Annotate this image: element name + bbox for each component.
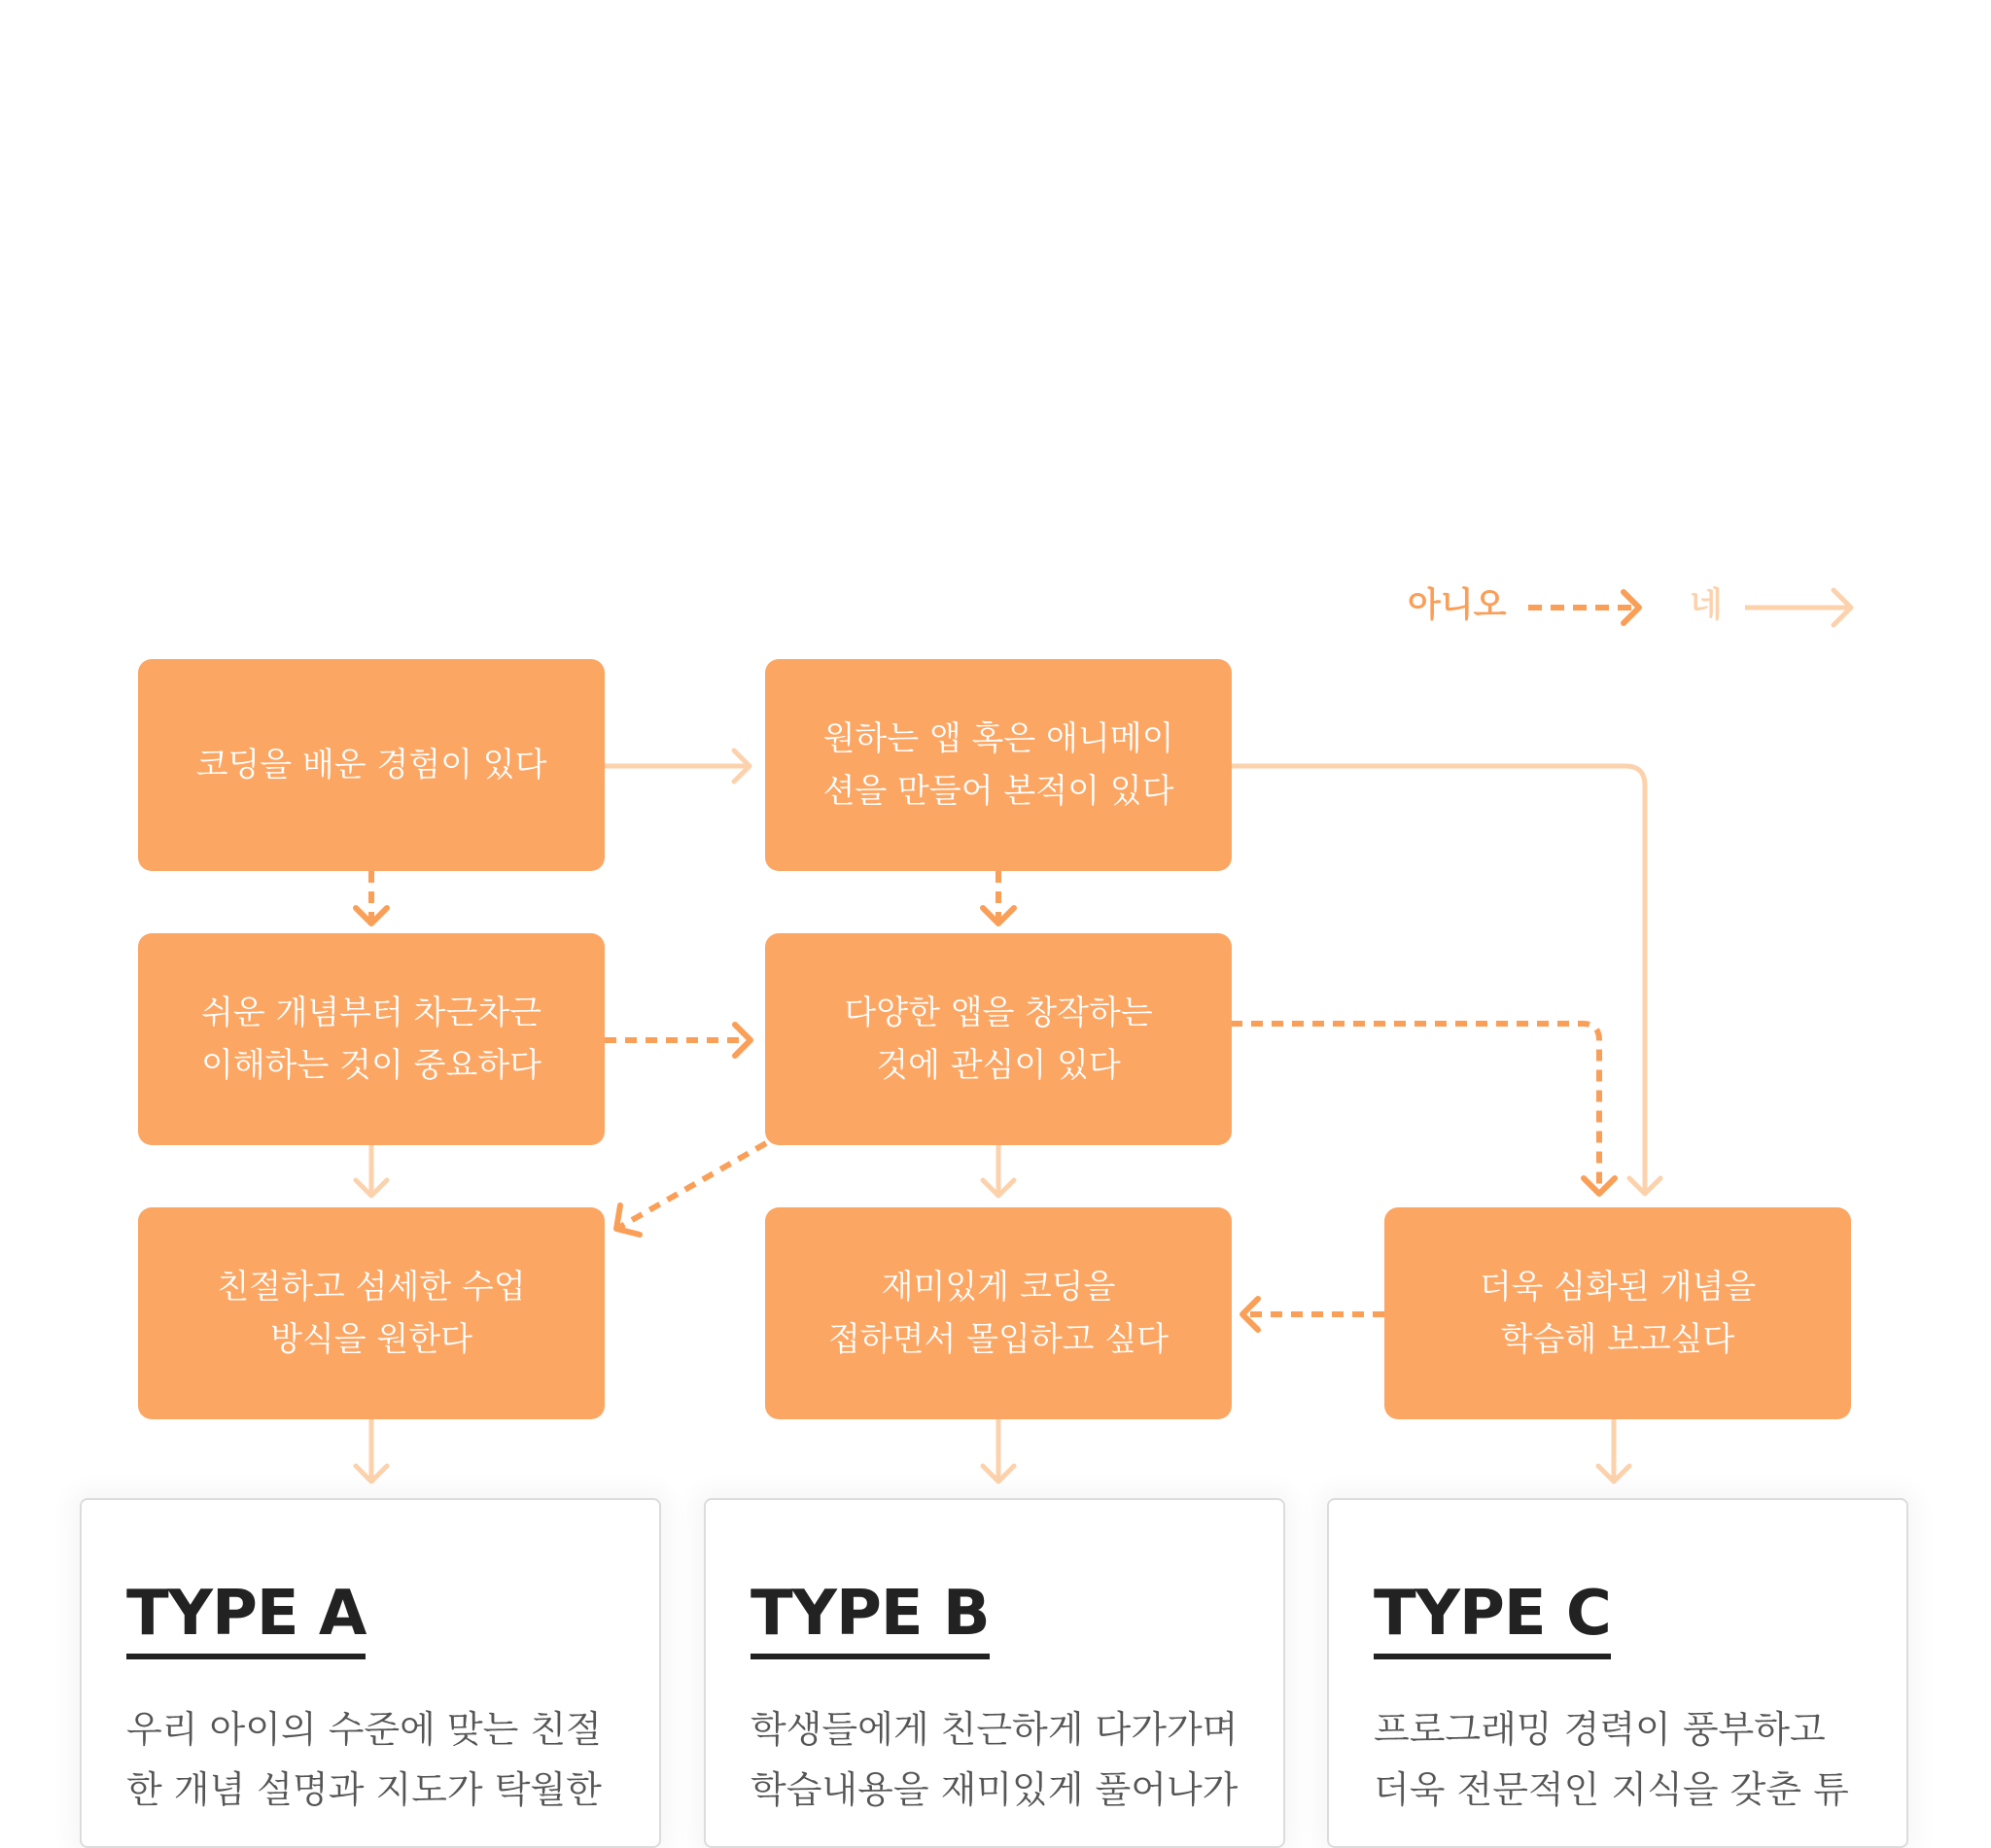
type-b-card: [704, 1498, 1285, 1848]
arrow-rb-card: [983, 1419, 1014, 1482]
yes-arrow-q4-rb: [983, 1145, 1014, 1196]
arrow-ra-card: [356, 1419, 387, 1482]
no-line-q4-rc: [1231, 1024, 1599, 1194]
legend-yes-arrow: [1745, 590, 1851, 625]
type-c-description: 프로그래밍 경력이 풍부하고 더욱 전문적인 지식을 갖춘 튜: [1374, 1708, 1849, 1811]
type-a-description: 우리 아이의 수준에 맞는 친절 한 개념 설명과 지도가 탁월한: [126, 1708, 602, 1811]
result-advanced-concepts: 더욱 심화된 개념을 학습해 보고싶다: [1384, 1207, 1851, 1419]
type-c-card: [1327, 1498, 1908, 1848]
legend-no-arrow: [1528, 592, 1639, 623]
no-line-q4-ra: [620, 1143, 766, 1227]
type-a-card: [80, 1498, 661, 1848]
question-step-by-step: 쉬운 개념부터 차근차근 이해하는 것이 중요하다: [138, 933, 605, 1145]
type-a-title: TYPE A: [126, 1578, 366, 1659]
type-b-title: TYPE B: [751, 1578, 990, 1659]
yes-arrow-q2-rc: [1231, 766, 1660, 1194]
yes-arrow-q1-q2: [605, 750, 750, 782]
question-made-app-animation: 원하는 앱 혹은 애니메이 션을 만들어 본적이 있다: [765, 659, 1232, 871]
type-c-title: TYPE C: [1374, 1578, 1611, 1659]
yes-arrow-q3-ra: [356, 1145, 387, 1196]
type-b-description: 학생들에게 친근하게 다가가며 학습내용을 재미있게 풀어나가: [751, 1708, 1239, 1811]
arrow-rc-card: [1598, 1419, 1629, 1482]
legend-yes-label: 네: [1690, 586, 1723, 625]
question-app-creation-interest: 다양한 앱을 창작하는 것에 관심이 있다: [765, 933, 1232, 1145]
legend-no-label: 아니오: [1408, 586, 1507, 625]
result-kind-lessons: 친절하고 섬세한 수업 방식을 원한다: [138, 1207, 605, 1419]
result-fun-coding: 재미있게 코딩을 접하면서 몰입하고 싶다: [765, 1207, 1232, 1419]
question-coding-experience: 코딩을 배운 경험이 있다: [138, 659, 605, 871]
